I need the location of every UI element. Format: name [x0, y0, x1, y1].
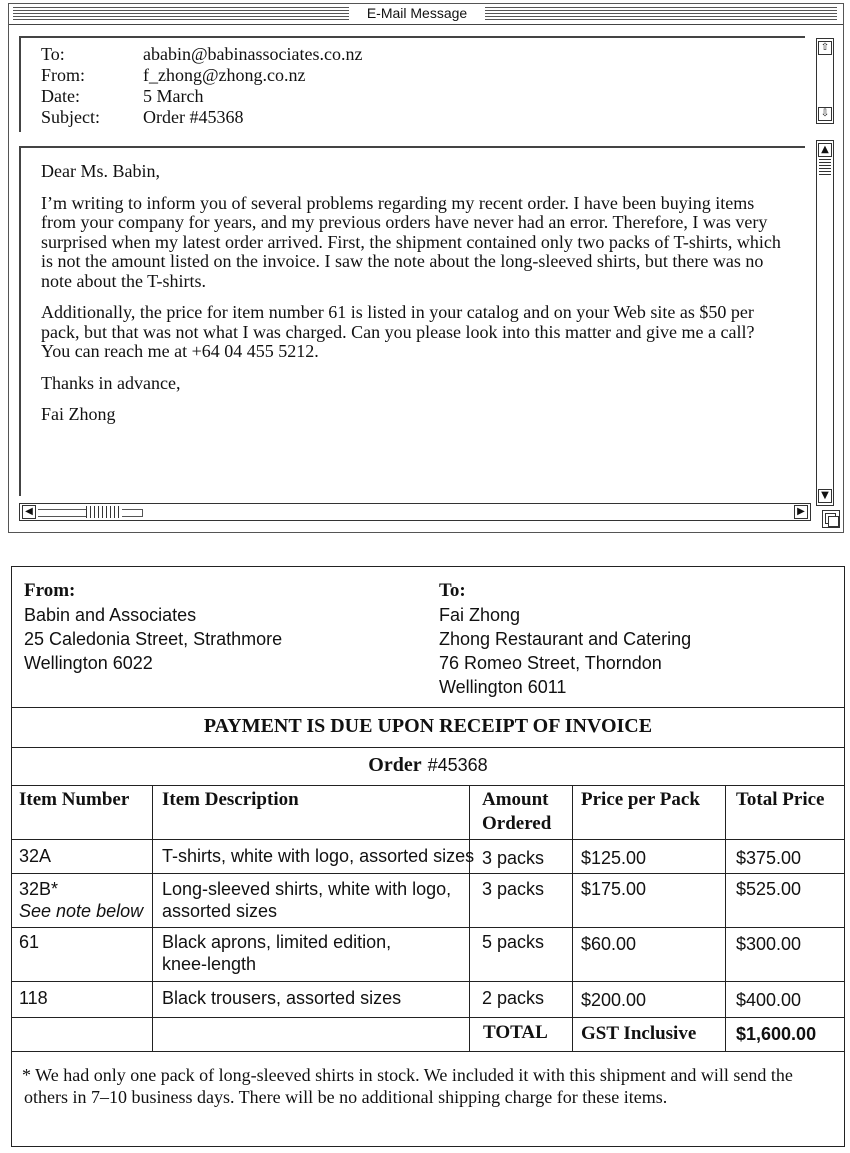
order-number: #45368 — [427, 755, 488, 775]
body-paragraph: I’m writing to inform you of several problems regarding my recent order. I have been buying items from your company for years, and my previous orders have never had an error. Therefore, I was very surprised when my latest order arrived. First, the shipment contained only two packs of T-shirts, which is not the amount listed on the invoice. I saw the note about the long-sleeved shirts, but there was no note about the T-shirts. — [41, 192, 781, 291]
col-header-total-price: Total Price — [736, 789, 825, 810]
from-line: 25 Caledonia Street, Strathmore — [24, 629, 283, 649]
scroll-right-arrow-icon[interactable]: ▶ — [794, 505, 808, 519]
email-body-pane[interactable] — [19, 146, 805, 496]
table-cell-price: $175.00 — [581, 879, 647, 899]
date-label: Date: — [41, 86, 80, 106]
col-header-amount-ordered: Amount Ordered — [482, 789, 552, 834]
to-value: ababin@babinassociates.co.nz — [143, 44, 363, 64]
invoice — [11, 566, 845, 1147]
header-row-subject — [41, 107, 243, 128]
scroll-down-arrow-icon[interactable]: ▼ — [818, 489, 832, 503]
col-header-price-per-pack: Price per Pack — [581, 789, 700, 810]
invoice-to — [439, 579, 691, 699]
table-cell-item: 32B* See note below — [19, 879, 144, 921]
table-cell-description: Black trousers, assorted sizes — [162, 988, 402, 1008]
col-header-item-number: Item Number — [19, 789, 130, 810]
table-cell-price: $60.00 — [581, 934, 637, 954]
horizontal-scrollbar[interactable] — [19, 503, 811, 521]
payment-banner: PAYMENT IS DUE UPON RECEIPT OF INVOICE — [203, 715, 653, 737]
body-scrollbar[interactable] — [816, 140, 834, 506]
to-heading: To: — [439, 580, 466, 601]
footnote: * We had only one pack of long-sleeved shirts in stock. We included it with this shipment and will send the others in 7–10 business days. There will be no additional shipping charge for these items. — [22, 1065, 793, 1107]
to-label: To: — [41, 44, 65, 64]
email-window — [8, 3, 844, 533]
to-line: Fai Zhong — [439, 605, 521, 625]
gst-label: GST Inclusive — [581, 1023, 697, 1044]
greeting: Dear Ms. Babin, — [41, 161, 160, 181]
table-cell-description: Long-sleeved shirts, white with logo, assorted sizes — [162, 879, 452, 921]
body-paragraph: Additionally, the price for item number 61 is listed in your catalog and on your Web site as $50 per pack, but that was not what I was charged. Can you please look into this matter and give me a call? You can reach me at +64 04 455 5212. — [41, 302, 755, 361]
email-header-pane — [19, 36, 805, 132]
resize-icon[interactable] — [822, 510, 840, 528]
table-cell-amount: 3 packs — [482, 848, 545, 868]
title-bar-stripes — [485, 7, 837, 20]
order-number-line — [12, 754, 844, 777]
table-cell-amount: 3 packs — [482, 879, 545, 899]
table-cell-description: Black aprons, limited edition, knee-length — [162, 932, 392, 974]
subject-label: Subject: — [41, 107, 100, 127]
table-cell-item: 61 — [19, 932, 40, 952]
header-row-to — [41, 44, 363, 65]
title-bar-stripes — [13, 7, 349, 20]
scroll-thumb[interactable] — [819, 159, 831, 175]
grand-total: $1,600.00 — [736, 1024, 817, 1044]
table-cell-amount: 2 packs — [482, 988, 545, 1008]
window-title: E-Mail Message — [366, 5, 468, 21]
table-cell-total: $525.00 — [736, 879, 802, 899]
table-cell-item: 118 — [19, 988, 48, 1008]
to-line: 76 Romeo Street, Thorndon — [439, 653, 662, 673]
table-cell-amount: 5 packs — [482, 932, 545, 952]
table-cell-price: $200.00 — [581, 990, 647, 1010]
from-line: Babin and Associates — [24, 605, 197, 625]
title-bar[interactable] — [9, 4, 843, 25]
signature: Fai Zhong — [41, 404, 116, 424]
to-line: Wellington 6011 — [439, 677, 567, 697]
scroll-thumb[interactable] — [86, 506, 122, 518]
order-label: Order — [368, 754, 422, 776]
scroll-up-arrow-icon[interactable]: ▲ — [818, 143, 832, 157]
date-value: 5 March — [143, 86, 204, 106]
scroll-down-arrow-icon[interactable]: ⇩ — [818, 107, 832, 121]
from-value: f_zhong@zhong.co.nz — [143, 65, 306, 85]
message-text — [41, 162, 781, 437]
invoice-from — [24, 579, 282, 675]
from-heading: From: — [24, 580, 76, 601]
subject-value: Order #45368 — [143, 107, 244, 127]
header-row-date — [41, 86, 203, 107]
from-line: Wellington 6022 — [24, 653, 153, 673]
closing: Thanks in advance, — [41, 372, 181, 393]
table-cell-price: $125.00 — [581, 848, 647, 868]
table-cell-description: T-shirts, white with logo, assorted sizes — [162, 846, 475, 866]
table-cell-total: $400.00 — [736, 990, 802, 1010]
item-note: See note below — [19, 901, 144, 921]
header-row-from — [41, 65, 306, 86]
table-cell-total: $375.00 — [736, 848, 802, 868]
header-scrollbar[interactable] — [816, 38, 834, 124]
scroll-left-arrow-icon[interactable]: ◀ — [22, 505, 36, 519]
col-header-item-description: Item Description — [162, 789, 299, 810]
from-label: From: — [41, 65, 86, 85]
scroll-up-arrow-icon[interactable]: ⇧ — [818, 41, 832, 55]
table-cell-item: 32A — [19, 846, 52, 866]
total-label: TOTAL — [483, 1022, 548, 1043]
to-line: Zhong Restaurant and Catering — [439, 629, 692, 649]
table-cell-total: $300.00 — [736, 934, 802, 954]
